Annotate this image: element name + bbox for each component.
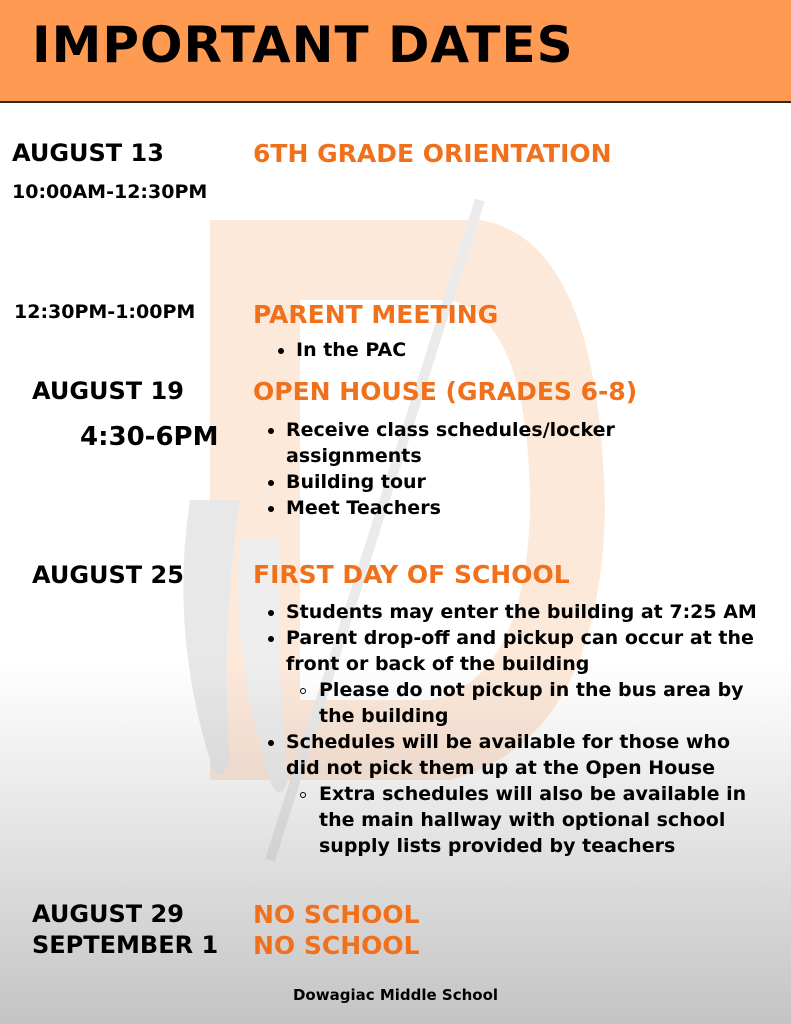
open-house-list [266,417,615,521]
sub-list-item: Extra schedules will also be available in [266,781,757,807]
list-item: Meet Teachers [266,495,615,521]
list-item: Students may enter the building at 7:25 AM [266,599,757,625]
event-no-school-sep1: NO SCHOOL [253,931,420,960]
sub-list-item-continued: supply lists provided by teachers [319,835,676,857]
sub-list-item: Please do not pickup in the bus area by [266,677,757,703]
event-parent-meeting: PARENT MEETING [253,300,499,329]
list-item: Parent drop-off and pickup can occur at the [266,625,757,651]
list-item-continued: assignments [286,445,422,467]
date-august-25: AUGUST 25 [32,561,184,589]
event-orientation: 6TH GRADE ORIENTATION [253,139,612,168]
date-august-29: AUGUST 29 [32,900,184,928]
page-title: IMPORTANT DATES [32,16,574,74]
event-open-house: OPEN HOUSE (GRADES 6-8) [253,377,638,406]
list-item: In the PAC [276,337,406,363]
parent-meeting-list [276,337,406,363]
time-open-house: 4:30-6PM [80,422,219,452]
event-first-day: FIRST DAY OF SCHOOL [253,560,570,589]
time-orientation: 10:00AM-12:30PM [12,181,208,203]
list-item: Schedules will be available for those who [266,729,757,755]
list-item: Receive class schedules/locker [266,417,615,443]
time-parent-meeting: 12:30PM-1:00PM [14,301,196,323]
date-september-1: SEPTEMBER 1 [32,931,219,959]
sub-list-item-continued: the main hallway with optional school [319,809,726,831]
date-august-19: AUGUST 19 [32,377,184,405]
first-day-list [266,599,757,859]
date-august-13: AUGUST 13 [12,139,164,167]
header-banner [0,0,791,103]
event-no-school-aug29: NO SCHOOL [253,900,420,929]
sub-list-item-continued: the building [319,705,449,727]
footer-school-name: Dowagiac Middle School [292,986,499,1004]
list-item-continued: front or back of the building [286,653,590,675]
list-item: Building tour [266,469,615,495]
list-item-continued: did not pick them up at the Open House [286,757,715,779]
